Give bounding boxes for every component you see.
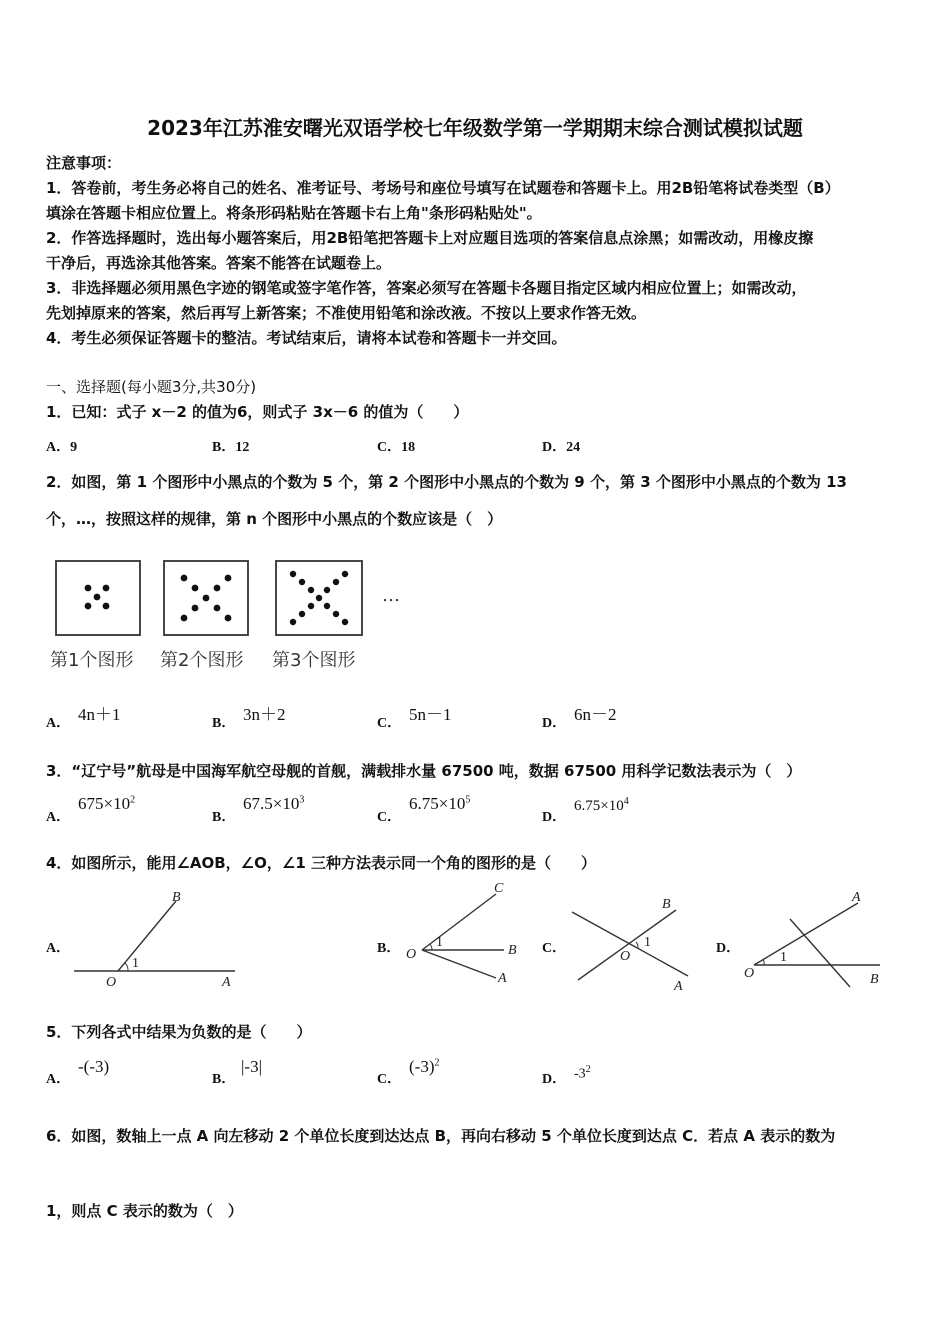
notice-heading: 注意事项： bbox=[46, 154, 122, 172]
dot bbox=[103, 603, 110, 610]
dot bbox=[324, 587, 330, 593]
dot bbox=[181, 615, 188, 622]
q5-option-d: $-3^2$ bbox=[574, 1064, 591, 1082]
angle-arc bbox=[430, 944, 432, 950]
label-1: 1 bbox=[436, 935, 443, 950]
q3-stem: 3．“辽宁号”航母是中国海军航空母舰的首舰，满载排水量 67500 吨，数据 67500 用科学记数法表示为（ ） bbox=[46, 762, 802, 780]
ray-oa bbox=[422, 950, 496, 978]
label-c: C bbox=[494, 881, 504, 896]
notice-line: 先划掉原来的答案，然后再写上新答案；不准使用铅笔和涂改液。不按以上要求作答无效。 bbox=[46, 304, 647, 322]
q2-stem-line1: 2．如图，第 1 个图形中小黑点的个数为 5 个，第 2 个图形中小黑点的个数为 9 个，第 3 个图形中小黑点的个数为 13 bbox=[46, 473, 847, 491]
q3-option-b: $67.5\times 10^3$ bbox=[243, 794, 305, 813]
q2-option-a: 4n＋1 bbox=[78, 705, 121, 724]
line-oa bbox=[754, 903, 858, 965]
notice-line: 干净后，再选涂其他答案。答案不能答在试题卷上。 bbox=[46, 254, 392, 272]
q5-option-c: $(-3)^2$ bbox=[409, 1057, 440, 1076]
notice-line: 2．作答选择题时，选出每小题答案后，用2B铅笔把答题卡上对应题目选项的答案信息点涂黑；如需改动，用橡皮擦 bbox=[46, 229, 814, 247]
q2-option-c: 5n－1 bbox=[409, 705, 452, 724]
angle-figure-d bbox=[740, 885, 895, 995]
q5-letter-b: B． bbox=[212, 1072, 236, 1087]
q3-letter-a: A． bbox=[46, 810, 71, 825]
label-a: A bbox=[498, 971, 507, 986]
line-a bbox=[572, 912, 688, 976]
q5-letter-d: D． bbox=[542, 1072, 567, 1087]
q4-stem: 4．如图所示，能用∠AOB，∠O，∠1 三种方法表示同一个角的图形的是（ ） bbox=[46, 854, 596, 872]
dot bbox=[214, 605, 221, 612]
q3-option-d: $6.75\times 10^4$ bbox=[574, 796, 629, 814]
ellipsis: … bbox=[382, 585, 400, 606]
dot bbox=[333, 611, 339, 617]
figure-label-3: 第3个图形 bbox=[272, 650, 356, 671]
notice-line: 4．考生必须保证答题卡的整洁。考试结束后，请将本试卷和答题卡一并交回。 bbox=[46, 329, 567, 347]
label-a: A bbox=[852, 890, 861, 905]
q2-letter-b: B． bbox=[212, 716, 236, 731]
dot bbox=[192, 585, 199, 592]
q2-option-d: 6n－2 bbox=[574, 705, 617, 724]
q6-line2: 1，则点 C 表示的数为（ ） bbox=[46, 1202, 243, 1220]
transversal bbox=[790, 919, 850, 987]
q5-option-a: -(-3) bbox=[78, 1057, 110, 1076]
page-title: 2023年江苏淮安曙光双语学校七年级数学第一学期期末综合测试模拟试题 bbox=[147, 116, 803, 140]
dot bbox=[308, 587, 314, 593]
q4-letter-a: A． bbox=[46, 941, 71, 956]
q2-option-b: 3n＋2 bbox=[243, 705, 286, 724]
angle-arc bbox=[763, 959, 764, 965]
q5-letter-c: C． bbox=[377, 1072, 402, 1087]
q5-option-b: |-3| bbox=[241, 1057, 262, 1076]
dot bbox=[290, 571, 296, 577]
q4-figure-c bbox=[568, 890, 698, 1004]
q4-letter-c: C． bbox=[542, 941, 567, 956]
q1-option-c: C．18 bbox=[377, 440, 416, 455]
dot bbox=[103, 585, 110, 592]
q1-option-d: D．24 bbox=[542, 440, 581, 455]
label-o: O bbox=[406, 947, 417, 962]
section-heading: 一、选择题(每小题3分,共30分) bbox=[46, 378, 257, 396]
q1-option-b: B．12 bbox=[212, 440, 250, 455]
label-o: O bbox=[620, 949, 631, 964]
dot bbox=[324, 603, 330, 609]
q1-option-a: A．9 bbox=[46, 440, 78, 455]
dot bbox=[342, 619, 348, 625]
q3-letter-d: D． bbox=[542, 810, 567, 825]
notice-line: 填涂在答题卡相应位置上。将条形码粘贴在答题卡右上角"条形码粘贴处"。 bbox=[46, 204, 542, 222]
angle-figure-a bbox=[70, 885, 245, 995]
label-1: 1 bbox=[644, 935, 651, 950]
dot bbox=[94, 594, 101, 601]
ray-ob bbox=[118, 901, 176, 971]
dot bbox=[225, 575, 232, 582]
q2-stem-line2: 个，…，按照这样的规律，第 n 个图形中小黑点的个数应该是（ ） bbox=[46, 510, 503, 528]
figure-label-1: 第1个图形 bbox=[50, 650, 134, 671]
dot bbox=[214, 585, 221, 592]
q4-letter-b: B． bbox=[377, 941, 401, 956]
q2-letter-d: D． bbox=[542, 716, 567, 731]
angle-arc bbox=[125, 963, 128, 971]
q4-figure-b bbox=[400, 878, 530, 997]
angle-figure-c bbox=[568, 890, 698, 1000]
q2-letter-c: C． bbox=[377, 716, 402, 731]
dot bbox=[181, 575, 188, 582]
line-b bbox=[578, 910, 676, 980]
dot bbox=[225, 615, 232, 622]
dot bbox=[333, 579, 339, 585]
label-1: 1 bbox=[780, 950, 787, 965]
dot bbox=[316, 595, 322, 601]
q6-line1: 6．如图，数轴上一点 A 向左移动 2 个单位长度到达达点 B，再向右移动 5 个单位长度到达点 C．若点 A 表示的数为 bbox=[46, 1127, 836, 1145]
notice-line: 3．非选择题必须用黑色字迹的钢笔或签字笔作答，答案必须写在答题卡各题目指定区域内相应位置上；如需改动， bbox=[46, 279, 807, 297]
dot bbox=[203, 595, 210, 602]
dot bbox=[299, 579, 305, 585]
q4-figure-d bbox=[740, 885, 895, 999]
label-b: B bbox=[172, 890, 181, 905]
label-b: B bbox=[870, 972, 879, 987]
notice-line: 1．答卷前，考生务必将自己的姓名、准考证号、考场号和座位号填写在试题卷和答题卡上。用2B铅笔将试卷类型（B） bbox=[46, 179, 840, 197]
q5-stem: 5．下列各式中结果为负数的是（ ） bbox=[46, 1023, 312, 1041]
dot bbox=[85, 603, 92, 610]
q4-letter-d: D． bbox=[716, 941, 741, 956]
q2-letter-a: A． bbox=[46, 716, 71, 731]
figure-label-2: 第2个图形 bbox=[160, 650, 244, 671]
label-a: A bbox=[222, 975, 231, 990]
dot bbox=[290, 619, 296, 625]
angle-figure-b bbox=[400, 878, 530, 993]
dot bbox=[308, 603, 314, 609]
label-o: O bbox=[744, 966, 755, 981]
label-b: B bbox=[508, 943, 517, 958]
q1-stem: 1．已知：式子 x－2 的值为6，则式子 3x－6 的值为（ ） bbox=[46, 403, 469, 421]
dot bbox=[342, 571, 348, 577]
label-1: 1 bbox=[132, 956, 139, 971]
q3-letter-b: B． bbox=[212, 810, 236, 825]
q3-option-a: $675\times 10^2$ bbox=[78, 794, 136, 813]
q3-letter-c: C． bbox=[377, 810, 402, 825]
ray-oc bbox=[422, 894, 496, 950]
label-a: A bbox=[674, 979, 683, 994]
dot bbox=[192, 605, 199, 612]
label-o: O bbox=[106, 975, 117, 990]
q4-figure-a bbox=[70, 885, 245, 999]
q5-letter-a: A． bbox=[46, 1072, 71, 1087]
label-b: B bbox=[662, 897, 671, 912]
dot bbox=[299, 611, 305, 617]
dot bbox=[85, 585, 92, 592]
q3-option-c: $6.75\times 10^5$ bbox=[409, 794, 471, 813]
